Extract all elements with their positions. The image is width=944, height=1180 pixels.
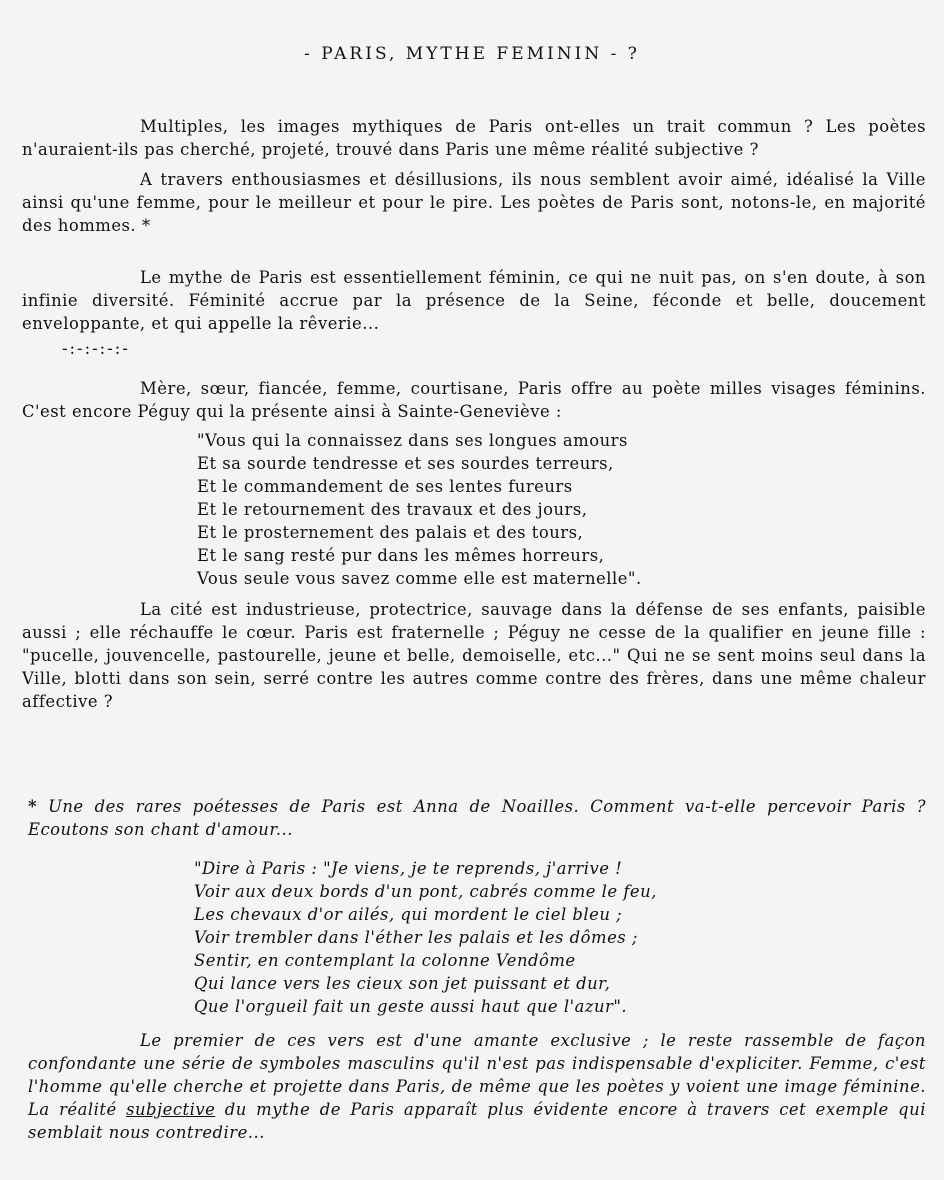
footnote-star: * — [28, 797, 38, 816]
noailles-verse — [194, 857, 926, 1018]
footnote — [28, 795, 926, 1144]
paragraph-5: La cité est industrieuse, protectrice, sauvage dans la défense de ses enfants, paisible aussi ; elle réchauffe le cœur. Paris est fraternelle ; Péguy ne cesse de la qualifier en jeune fille : "pucelle, jouvencelle, pastourelle, jeune et belle, demoiselle, etc..." Qui ne se sent moins seul dans la Ville, blotti dans son sein, serré contre les autres comme contre des frères, dans une même chaleur affective ? — [22, 600, 926, 711]
verse-line: Et le sang resté pur dans les mêmes horreurs, — [197, 546, 605, 565]
conclusion-part-1: Le premier de ces vers est d'une amante exclusive ; le reste rassemble de façon confondante une série de symboles masculins qu'il n'est pas indispensable d'expliciter. Femme, c'est l'homme qu'elle cherche et projette dans Paris, de même que les poètes y voient une image féminine. La réalité — [28, 1031, 926, 1119]
verse-line: Et le commandement de ses lentes fureurs — [197, 477, 573, 496]
verse-line: Voir trembler dans l'éther les palais et les dômes ; — [194, 928, 638, 947]
conclusion-part-2: du mythe de Paris apparaît plus évidente encore à travers cet exemple qui semblait nous contredire... — [28, 1100, 926, 1142]
footnote-conclusion — [28, 1029, 926, 1144]
peguy-verse — [197, 429, 926, 590]
underlined-word: subjective — [126, 1100, 216, 1119]
section-separator: -:-:-:-:- — [62, 339, 130, 358]
verse-line: Que l'orgueil fait un geste aussi haut que l'azur". — [194, 997, 628, 1016]
paragraph-3: Le mythe de Paris est essentiellement féminin, ce qui ne nuit pas, on s'en doute, à son infinie diversité. Féminité accrue par la présence de la Seine, féconde et belle, doucement enveloppante, et qui appelle la rêverie... — [22, 268, 926, 333]
footnote-intro — [28, 795, 926, 841]
verse-line: Sentir, en contemplant la colonne Vendôme — [194, 951, 576, 970]
verse-line: Et le prosternement des palais et des tours, — [197, 523, 584, 542]
paragraph-4: Mère, sœur, fiancée, femme, courtisane, Paris offre au poète milles visages féminins. C'est encore Péguy qui la présente ainsi à Sainte-Geneviève : — [22, 379, 926, 421]
main-text — [22, 115, 926, 713]
verse-line: "Vous qui la connaissez dans ses longues amours — [197, 431, 628, 450]
verse-line: Les chevaux d'or ailés, qui mordent le ciel bleu ; — [194, 905, 623, 924]
footnote-intro-text: Une des rares poétesses de Paris est Anna de Noailles. Comment va-t-elle percevoir Paris ? Ecoutons son chant d'amour... — [28, 797, 926, 839]
paragraph-1: Multiples, les images mythiques de Paris ont-elles un trait commun ? Les poètes n'auraient-ils pas cherché, projeté, trouvé dans Paris une même réalité subjective ? — [22, 117, 926, 159]
verse-line: Et sa sourde tendresse et ses sourdes terreurs, — [197, 454, 614, 473]
verse-line: "Dire à Paris : "Je viens, je te reprends, j'arrive ! — [194, 859, 623, 878]
verse-line: Et le retournement des travaux et des jours, — [197, 500, 588, 519]
page-title: - PARIS, MYTHE FEMININ - ? — [304, 44, 640, 64]
paragraph-2: A travers enthousiasmes et désillusions, ils nous semblent avoir aimé, idéalisé la Ville ainsi qu'une femme, pour le meilleur et pour le pire. Les poètes de Paris sont, notons-le, en majorité des hommes. * — [22, 170, 926, 235]
verse-line: Vous seule vous savez comme elle est maternelle". — [197, 569, 642, 588]
verse-line: Qui lance vers les cieux son jet puissant et dur, — [194, 974, 611, 993]
verse-line: Voir aux deux bords d'un pont, cabrés comme le feu, — [194, 882, 657, 901]
